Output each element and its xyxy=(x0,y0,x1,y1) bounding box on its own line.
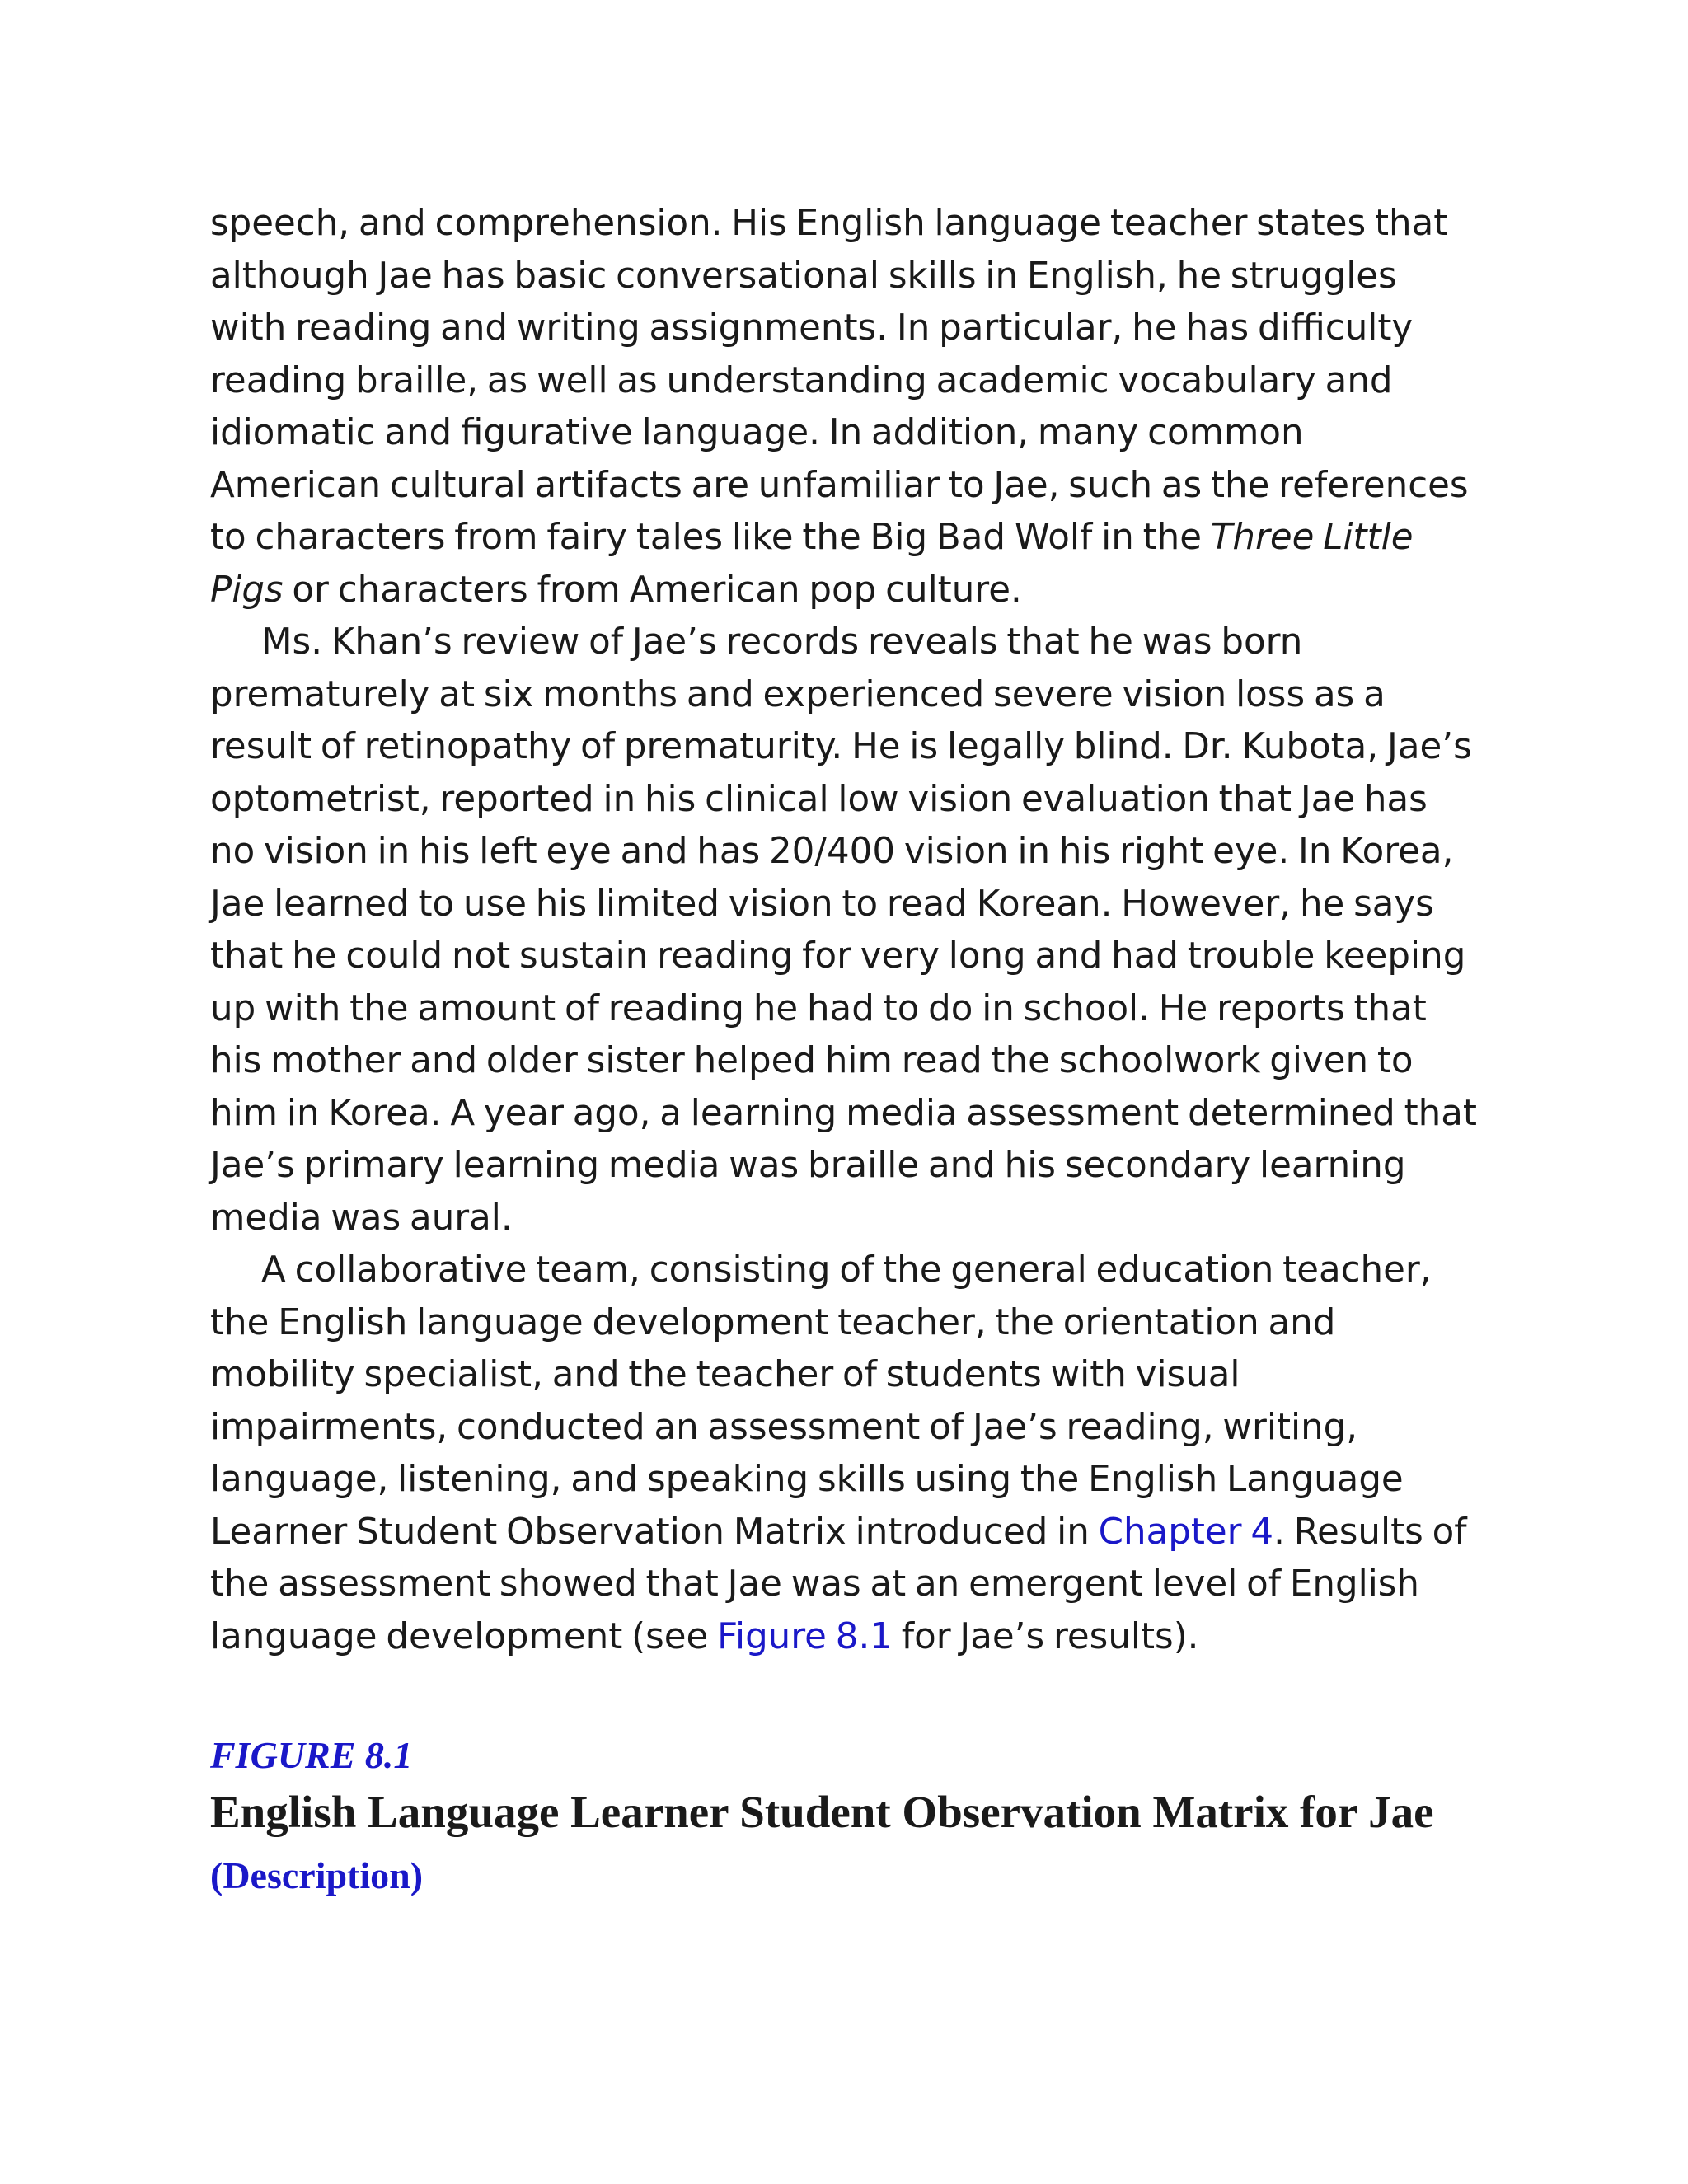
paragraph-3-text-b: . Results of the assessment showed that Jae was at an emergent level of English language development (see xyxy=(210,1511,1467,1657)
paragraph-2: Ms. Khan’s review of Jae’s records reveals that he was born prematurely at six months and experienced severe vision loss as a result of retinopathy of prematurity. He is legally blind. Dr. Kubota, Jae’s optometrist, reported in his clinical low vision evaluation that Jae has no vision in his left eye and has 20/400 vision in his right eye. In Korea, Jae learned to use his limited vision to read Korean. However, he says that he could not sustain reading for very long and had trouble keeping up with the amount of reading he had to do in school. He reports that his mother and older sister helped him read the schoolwork given to him in Korea. A year ago, a learning media assessment determined that Jae’s primary learning media was braille and his secondary learning media was aural. xyxy=(210,621,1477,1239)
paragraph-1-text-a: speech, and comprehension. His English language teacher states that although Jae has basic conversational skills in English, he struggles with reading and writing assignments. In particular, he has difficulty reading braille, as well as understanding academic vocabulary and idiomatic and figurative language. In addition, many common American cultural artifacts are unfamiliar to Jae, such as the references to characters from fairy tales like the Big Bad Wolf in the xyxy=(210,203,1469,558)
paragraph-1 xyxy=(210,198,1479,616)
paragraph-3 xyxy=(210,1244,1479,1663)
figure-label[interactable]: FIGURE 8.1 xyxy=(210,1734,413,1776)
figure-title: English Language Learner Student Observation Matrix for Jae xyxy=(210,1787,1434,1837)
paragraph-3-text-c: for Jae’s results). xyxy=(892,1615,1199,1657)
paragraph-1-text-b: or characters from American pop culture. xyxy=(283,569,1022,611)
chapter-4-link[interactable]: Chapter 4 xyxy=(1098,1511,1274,1553)
figure-8-1-link[interactable]: Figure 8.1 xyxy=(717,1615,893,1657)
book-title-italic: Three Little Pigs xyxy=(210,517,1414,611)
paragraph-3-text-a: A collaborative team, consisting of the general education teacher, the English language development teacher, the orientation and mobility specialist, and the teacher of students with visual impairments, conducted an assessment of Jae’s reading, writing, language, listening, and speaking skills using the English Language Learner Student Observation Matrix introduced in xyxy=(210,1249,1432,1553)
page-content xyxy=(210,198,1479,1900)
figure-description-link[interactable]: (Description) xyxy=(210,1854,424,1896)
figure-block xyxy=(210,1731,1479,1900)
